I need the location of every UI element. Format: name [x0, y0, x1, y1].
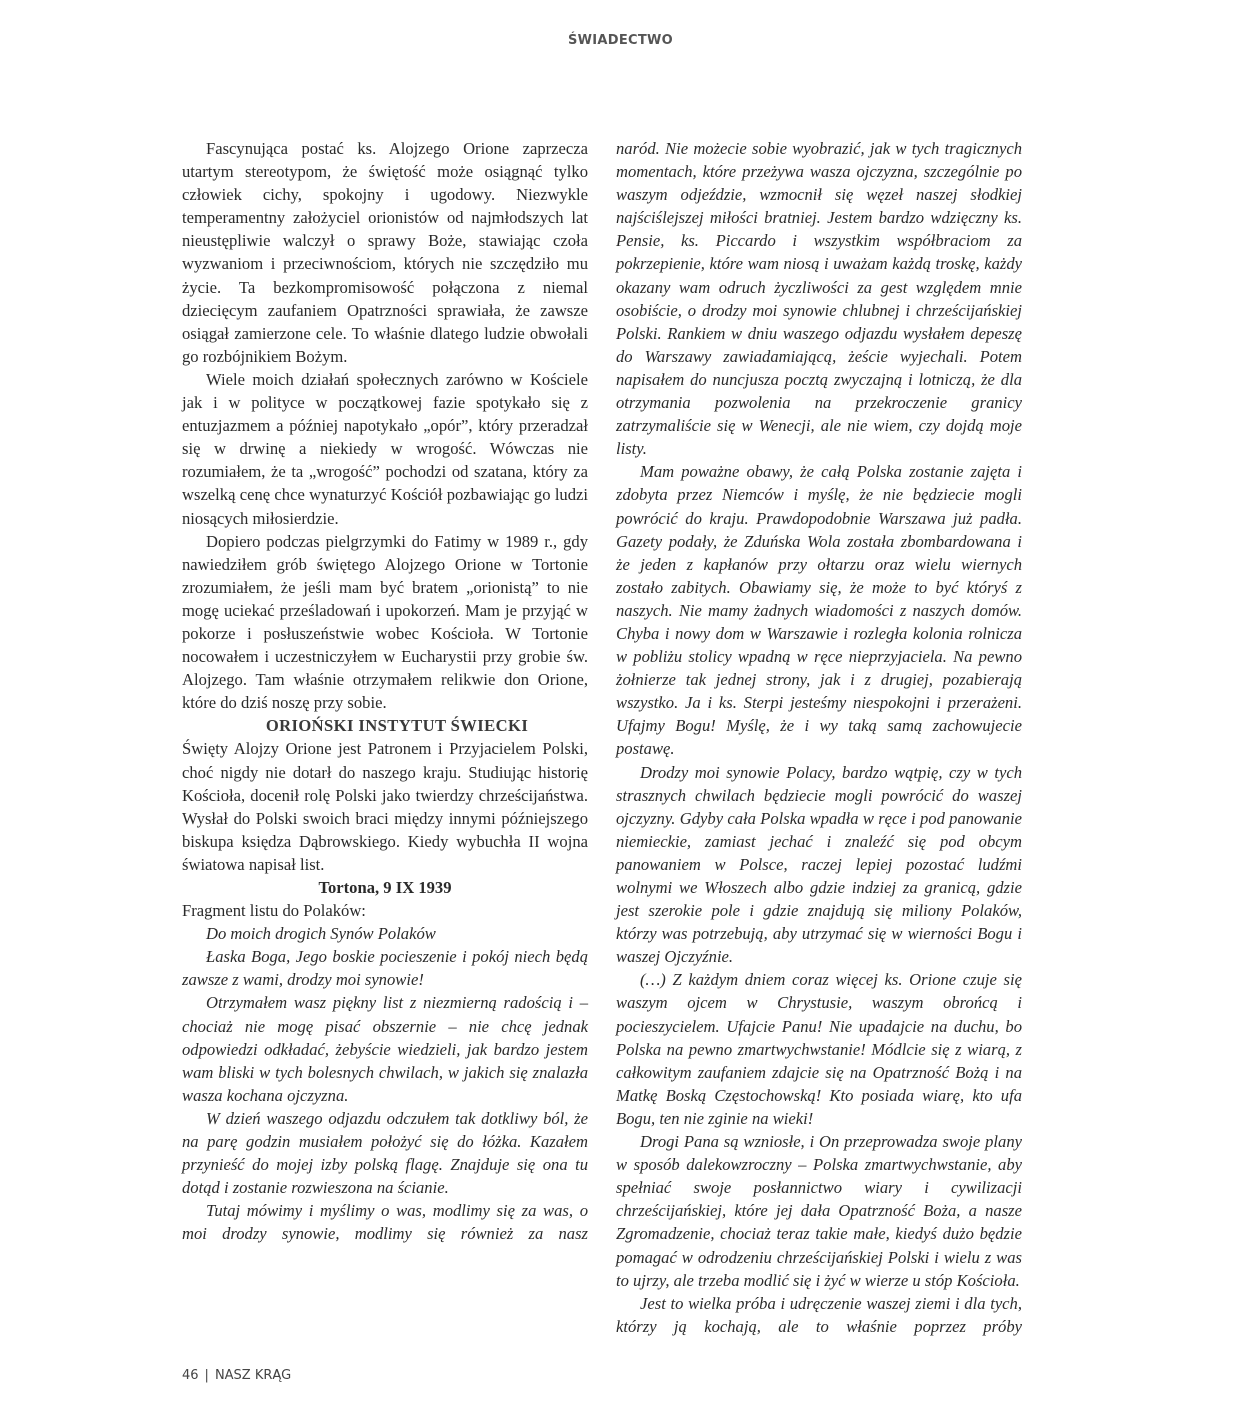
body-paragraph: Dopiero podczas pielgrzymki do Fatimy w 1989 r., gdy nawiedziłem grób świętego Alojzego Orione w Tortonie zrozumiałem, że jeśli mam być bratem „orionistą” to nie mogę uciekać prześladowań i upokorzeń. Mam je przyjąć w pokorze i posłuszeństwie wobec Kościoła. W Tortonie nocowałem i uczestniczyłem w Eucharystii przy grobie św. Alojzego. Tam właśnie otrzymałem relikwie don Orione, które do dziś noszę przy sobie.	[182, 531, 588, 713]
letter-paragraph: Mam poważne obawy, że całą Polska zostanie zajęta i zdobyta przez Niemców i myślę, że nie będziecie mogli powrócić do kraju. Prawdopodobnie Warszawa już padła. Gazety podały, że Zduńska Wola została zbombardowana i że jeden z kapłanów przy ołtarzu oraz wielu wiernych zostało zabitych. Obawiamy się, że może to być któryś z naszych. Nie mamy żadnych wiadomości z naszych domów. Chyba i nowy dom w Warszawie i rozległa kolonia rolnicza w pobliżu stolicy wpadną w ręce nieprzyjaciela. Na pewno żołnierze tak jednej strony, jak i z drugiej, pozabierają wszystko. Ja i ks. Sterpi jesteśmy niespokojni i przerażeni. Ufajmy Bogu! Myślę, że i wy taką samą zachowujecie postawę.	[616, 462, 1022, 759]
letter-paragraph: Otrzymałem wasz piękny list z niezmierną radością i – chociaż nie mogę pisać obszernie – nie chcę jednak odpowiedzi odkładać, żebyście wiedzieli, jak bardzo jestem wam bliski w tych bolesnych chwilach, w jakich się znalazła wasza kochana ojczyzna.	[182, 993, 588, 1105]
letter-paragraph: Tutaj mówimy i myślimy o was, modlimy się za was, o moi drodzy synowie, modlimy się również za nasz	[182, 1201, 588, 1244]
letter-paragraph: W dzień waszego odjazdu odczułem tak dotkliwy ból, że na parę godzin musiałem położyć się do łóżka. Kazałem przynieść do mojej izby polską flagę. Znajduje się ona tu dotąd i zostanie rozwieszona na ścianie.	[182, 1108, 588, 1198]
letter-paragraph: Łaska Boga, Jego boskie pocieszenie i pokój niech będą zawsze z wami, drodzy moi synowie!	[182, 947, 588, 990]
publication-name: NASZ KRĄG	[214, 1368, 292, 1383]
body-paragraph: Fascynująca postać ks. Alojzego Orione zaprzecza utartym stereotypom, że świętość może osiągnąć tylko człowiek cichy, spokojny i ugodowy. Niezwykle temperamentny założyciel orionistów od najmłodszych lat nieustępliwie walczył o sprawy Boże, stawiając czoła wyzwaniom i przeciwnościom, których nie szczędziło mu życie. Ta bezkompromisowość połączona z niemal dziecięcym zaufaniem Opatrzności sprawiała, że zawsze osiągał zamierzone cele. To właśnie dlatego ludzie obwołali go rozbójnikiem Bożym.	[182, 139, 588, 366]
letter-continuation: naród. Nie możecie sobie wyobrazić, jak w tych tragicznych momentach, które przeżywa wasza ojczyzna, szczególnie po waszym odjeździe, wzmocnił się węzeł naszej słodkiej najściślejszej miłości bratniej. Jestem bardzo wdzięczny ks. Pensie, ks. Piccardo i wszystkim współbraciom za pokrzepienie, które wam niosą i uważam każdą troskę, każdy okazany wam odruch życzliwości za gest względem mnie osobiście, o drodzy moi synowie chlubnej i chrześcijańskiej Polski. Rankiem w dniu waszego odjazdu wysłałem depeszę do Warszawy zawiadamiającą, żeście wyjechali. Potem napisałem do nuncjusza pocztą zwyczajną i lotniczą, że dla otrzymania pozwolenia na przekroczenie granicy zatrzymaliście się w Wenecji, ale nie wiem, czy dojdą moje listy.	[616, 139, 1022, 459]
letter-dateline: Tortona, 9 IX 1939	[318, 878, 452, 897]
footer-separator: |	[204, 1368, 209, 1383]
section-paragraph: Święty Alojzy Orione jest Patronem i Przyjacielem Polski, choć nigdy nie dotarł do naszego kraju. Studiując historię Kościoła, docenił rolę Polski jako twierdzy chrześcijaństwa. Wysłał do Polski swoich braci między innymi późniejszego biskupa księdza Dąbrowskiego. Kiedy wybuchła II wojna światowa napisał list.	[182, 739, 588, 874]
running-head-section-title: ŚWIADECTWO	[567, 33, 674, 48]
letter-paragraph: Drogi Pana są wzniosłe, i On przeprowadza swoje plany w sposób dalekowzroczny – Polska zmartwychwstanie, aby spełniać swoje posłannictwo wiary i cywilizacji chrześcijańskiej, które jej dała Opatrzność Boża, a nasze Zgromadzenie, chociaż teraz takie małe, kiedyś dużo będzie pomagać w odrodzeniu chrześcijańskiej Polski i wielu z was to ujrzy, ale trzeba modlić się i żyć w wierze u stóp Kościoła.	[616, 1132, 1022, 1290]
section-heading: ORIOŃSKI INSTYTUT ŚWIECKI	[265, 716, 529, 736]
page-number: 46	[182, 1368, 199, 1383]
left-column	[182, 137, 588, 1246]
letter-paragraph: Jest to wielka próba i udręczenie waszej ziemi i dla tych, którzy ją kochają, ale to właśnie poprzez próby	[616, 1293, 1022, 1336]
letter-intro: Fragment listu do Polaków:	[182, 901, 366, 921]
letter-paragraph: Drodzy moi synowie Polacy, bardzo wątpię, czy w tych strasznych chwilach będziecie mogli powrócić do waszej ojczyzny. Gdyby cała Polska wpadła w ręce i pod panowanie niemieckie, zamiast jechać i znaleźć się pod obcym panowaniem w Polsce, raczej lepiej pozostać ludźmi wolnymi we Włoszech albo gdzie indziej za granicą, gdzie jest szerokie pole i gdzie znajdują się miliony Polaków, którzy was potrzebują, aby utrzymać się w wierności Bogu i waszej Ojczyźnie.	[616, 762, 1022, 967]
letter-salutation: Do moich drogich Synów Polaków	[206, 924, 436, 944]
letter-paragraph: (…) Z każdym dniem coraz więcej ks. Orione czuje się waszym ojcem w Chrystusie, waszym obrońcą i pocieszycielem. Ufajcie Panu! Nie upadajcie na duchu, bo Polska na pewno zmartwychwstanie! Módlcie się z wiarą, z całkowitym zaufaniem zdajcie się na Opatrzność Bożą i na Matkę Boską Częstochowską! Kto posiada wiarę, kto ufa Bogu, ten nie zginie na wieki!	[616, 970, 1022, 1128]
right-column	[616, 137, 1022, 1338]
body-paragraph: Wiele moich działań społecznych zarówno w Kościele jak i w polityce w początkowej fazie spotykało się z entuzjazmem a później napotykało „opór”, który przeradzał się w drwinę a niekiedy w wrogość. Wówczas nie rozumiałem, że ta „wrogość” pochodzi od szatana, który za wszelką cenę chce wynaturzyć Kościół pozbawiając go ludzi niosących miłosierdzie.	[182, 369, 588, 528]
page-footer	[182, 1368, 291, 1383]
